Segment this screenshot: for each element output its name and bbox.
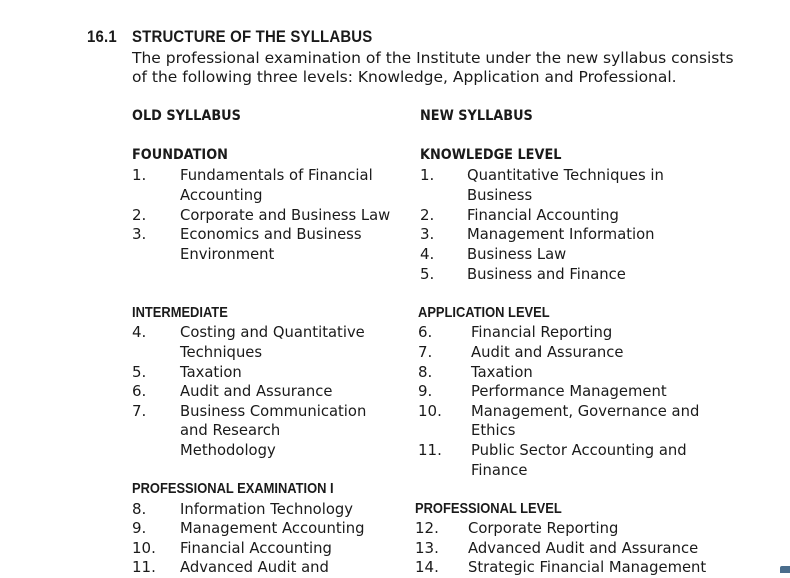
knowledge-level-title: KNOWLEDGE LEVEL xyxy=(420,147,562,163)
item-line: Accounting xyxy=(180,186,263,204)
item-number: 9. xyxy=(418,382,433,400)
item-line: Techniques xyxy=(180,343,263,361)
item-line: Management Information xyxy=(467,225,655,243)
item-number: 13. xyxy=(415,539,439,557)
item-number: 11. xyxy=(132,558,156,576)
scroll-edge-marker xyxy=(780,566,790,573)
item-number: 5. xyxy=(420,265,435,283)
application-level-title: APPLICATION LEVEL xyxy=(418,304,550,321)
item-number: 3. xyxy=(132,225,147,243)
item-number: 7. xyxy=(132,402,147,420)
professional-exam-1-title: PROFESSIONAL EXAMINATION I xyxy=(132,480,334,497)
item-number: 6. xyxy=(418,323,433,341)
item-number: 2. xyxy=(420,206,435,224)
item-line: Economics and Business xyxy=(180,225,362,243)
item-line: Information Technology xyxy=(180,500,353,518)
item-line: Public Sector Accounting and xyxy=(471,441,687,459)
intermediate-title: INTERMEDIATE xyxy=(132,304,228,321)
item-number: 6. xyxy=(132,382,147,400)
item-number: 9. xyxy=(132,519,147,537)
item-number: 7. xyxy=(418,343,433,361)
item-line: Methodology xyxy=(180,441,276,459)
item-number: 2. xyxy=(132,206,147,224)
item-line: Business xyxy=(467,186,533,204)
item-line: Financial Reporting xyxy=(471,323,613,341)
item-line: and Research xyxy=(180,421,281,439)
item-number: 1. xyxy=(132,166,147,184)
item-number: 4. xyxy=(132,323,147,341)
item-line: Fundamentals of Financial xyxy=(180,166,373,184)
foundation-title: FOUNDATION xyxy=(132,147,228,163)
item-line: Corporate Reporting xyxy=(468,519,619,537)
item-line: Taxation xyxy=(180,363,242,381)
intro-line-2: of the following three levels: Knowledge, Application and Professional. xyxy=(132,68,677,86)
item-line: Financial Accounting xyxy=(467,206,619,224)
item-line: Business Communication xyxy=(180,402,367,420)
item-line: Advanced Audit and Assurance xyxy=(468,539,699,557)
item-number: 8. xyxy=(418,363,433,381)
item-number: 12. xyxy=(415,519,439,537)
item-line: Management, Governance and xyxy=(471,402,700,420)
item-number: 4. xyxy=(420,245,435,263)
item-line: Financial Accounting xyxy=(180,539,332,557)
old-syllabus-heading: OLD SYLLABUS xyxy=(132,108,241,124)
item-line: Strategic Financial Management xyxy=(468,558,707,576)
item-line: Management Accounting xyxy=(180,519,365,537)
item-line: Environment xyxy=(180,245,275,263)
intro-line-1: The professional examination of the Institute under the new syllabus consists xyxy=(132,49,734,67)
item-line: Business Law xyxy=(467,245,567,263)
item-line: Ethics xyxy=(471,421,516,439)
item-number: 11. xyxy=(418,441,442,459)
item-line: Costing and Quantitative xyxy=(180,323,365,341)
item-number: 10. xyxy=(132,539,156,557)
item-line: Finance xyxy=(471,461,528,479)
professional-level-title: PROFESSIONAL LEVEL xyxy=(415,500,562,517)
section-title: STRUCTURE OF THE SYLLABUS xyxy=(132,27,373,46)
item-line: Audit and Assurance xyxy=(180,382,333,400)
item-line: Business and Finance xyxy=(467,265,626,283)
item-line: Advanced Audit and xyxy=(180,558,329,576)
item-number: 1. xyxy=(420,166,435,184)
item-line: Performance Management xyxy=(471,382,667,400)
item-line: Taxation xyxy=(471,363,533,381)
item-number: 10. xyxy=(418,402,442,420)
item-number: 8. xyxy=(132,500,147,518)
section-number: 16.1 xyxy=(87,27,117,46)
item-number: 5. xyxy=(132,363,147,381)
item-number: 3. xyxy=(420,225,435,243)
item-number: 14. xyxy=(415,558,439,576)
item-line: Quantitative Techniques in xyxy=(467,166,664,184)
item-line: Audit and Assurance xyxy=(471,343,624,361)
item-line: Corporate and Business Law xyxy=(180,206,391,224)
new-syllabus-heading: NEW SYLLABUS xyxy=(420,108,533,124)
